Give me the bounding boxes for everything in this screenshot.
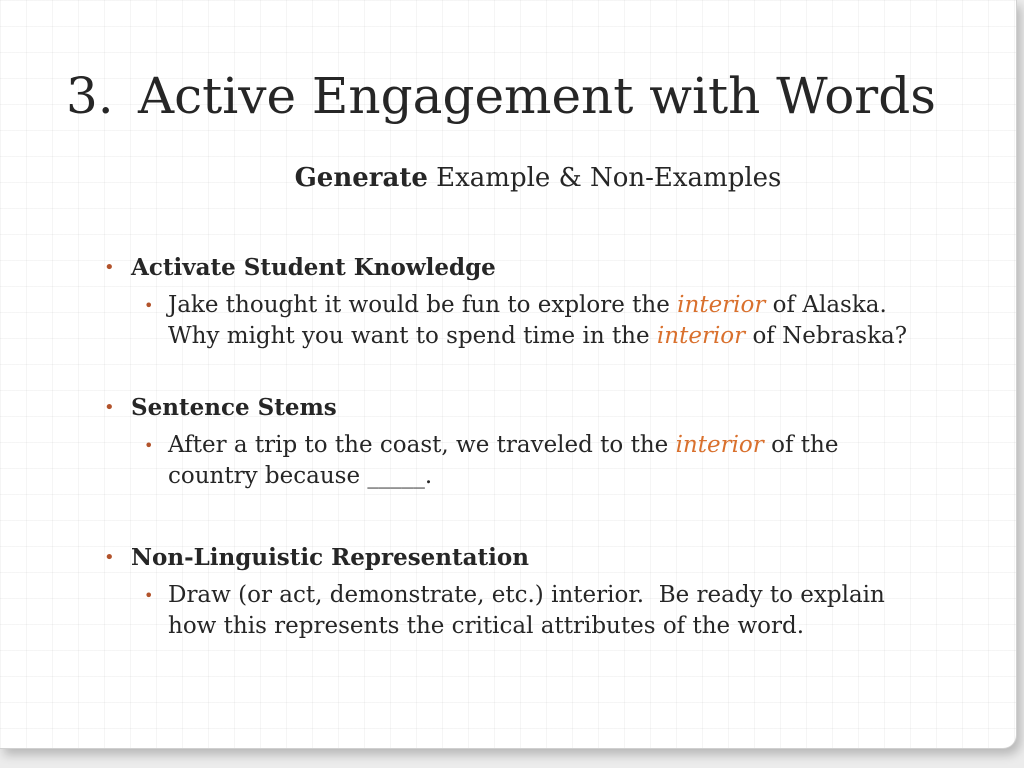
title-number: 3. bbox=[66, 67, 114, 125]
sub-bullet-item bbox=[131, 290, 928, 352]
keyword-interior: interior bbox=[675, 432, 764, 458]
sub-bullet-text: of Nebraska? bbox=[745, 323, 908, 349]
keyword-interior: interior bbox=[656, 323, 746, 349]
title-text: Active Engagement with Words bbox=[138, 67, 936, 125]
subtitle-rest: Example & Non-Examples bbox=[427, 163, 782, 193]
bullet-heading: Activate Student Knowledge bbox=[131, 254, 496, 281]
bullet-list bbox=[104, 252, 924, 642]
sub-bullet-text: Draw (or act, demonstrate, etc.) interior. Be ready to explain how this represents the critical attributes of the word. bbox=[168, 582, 893, 639]
bullet-non-linguistic bbox=[104, 542, 924, 642]
bullet-heading: Non-Linguistic Representation bbox=[131, 544, 529, 571]
sub-bullet-list bbox=[131, 580, 924, 642]
subtitle-bold: Generate bbox=[294, 163, 428, 193]
sub-bullet-text: of the country because _____. bbox=[168, 432, 846, 489]
sub-bullet-list bbox=[131, 430, 924, 492]
keyword-interior: interior bbox=[677, 292, 766, 318]
bullet-activate-knowledge bbox=[104, 252, 924, 352]
slide-subtitle bbox=[0, 158, 1017, 198]
sub-bullet-text: of Alaska. Why might you want to spend time in the bbox=[168, 292, 895, 349]
sub-bullet-item bbox=[131, 580, 928, 642]
bullet-content bbox=[104, 252, 924, 642]
sub-bullet-text: After a trip to the coast, we traveled to the bbox=[168, 432, 676, 458]
sub-bullet-text: Jake thought it would be fun to explore the bbox=[168, 292, 678, 318]
sub-bullet-item bbox=[131, 430, 928, 492]
bullet-heading: Sentence Stems bbox=[131, 394, 337, 421]
bullet-sentence-stems bbox=[104, 392, 924, 492]
sub-bullet-list bbox=[131, 290, 924, 352]
slide-title bbox=[66, 60, 936, 132]
